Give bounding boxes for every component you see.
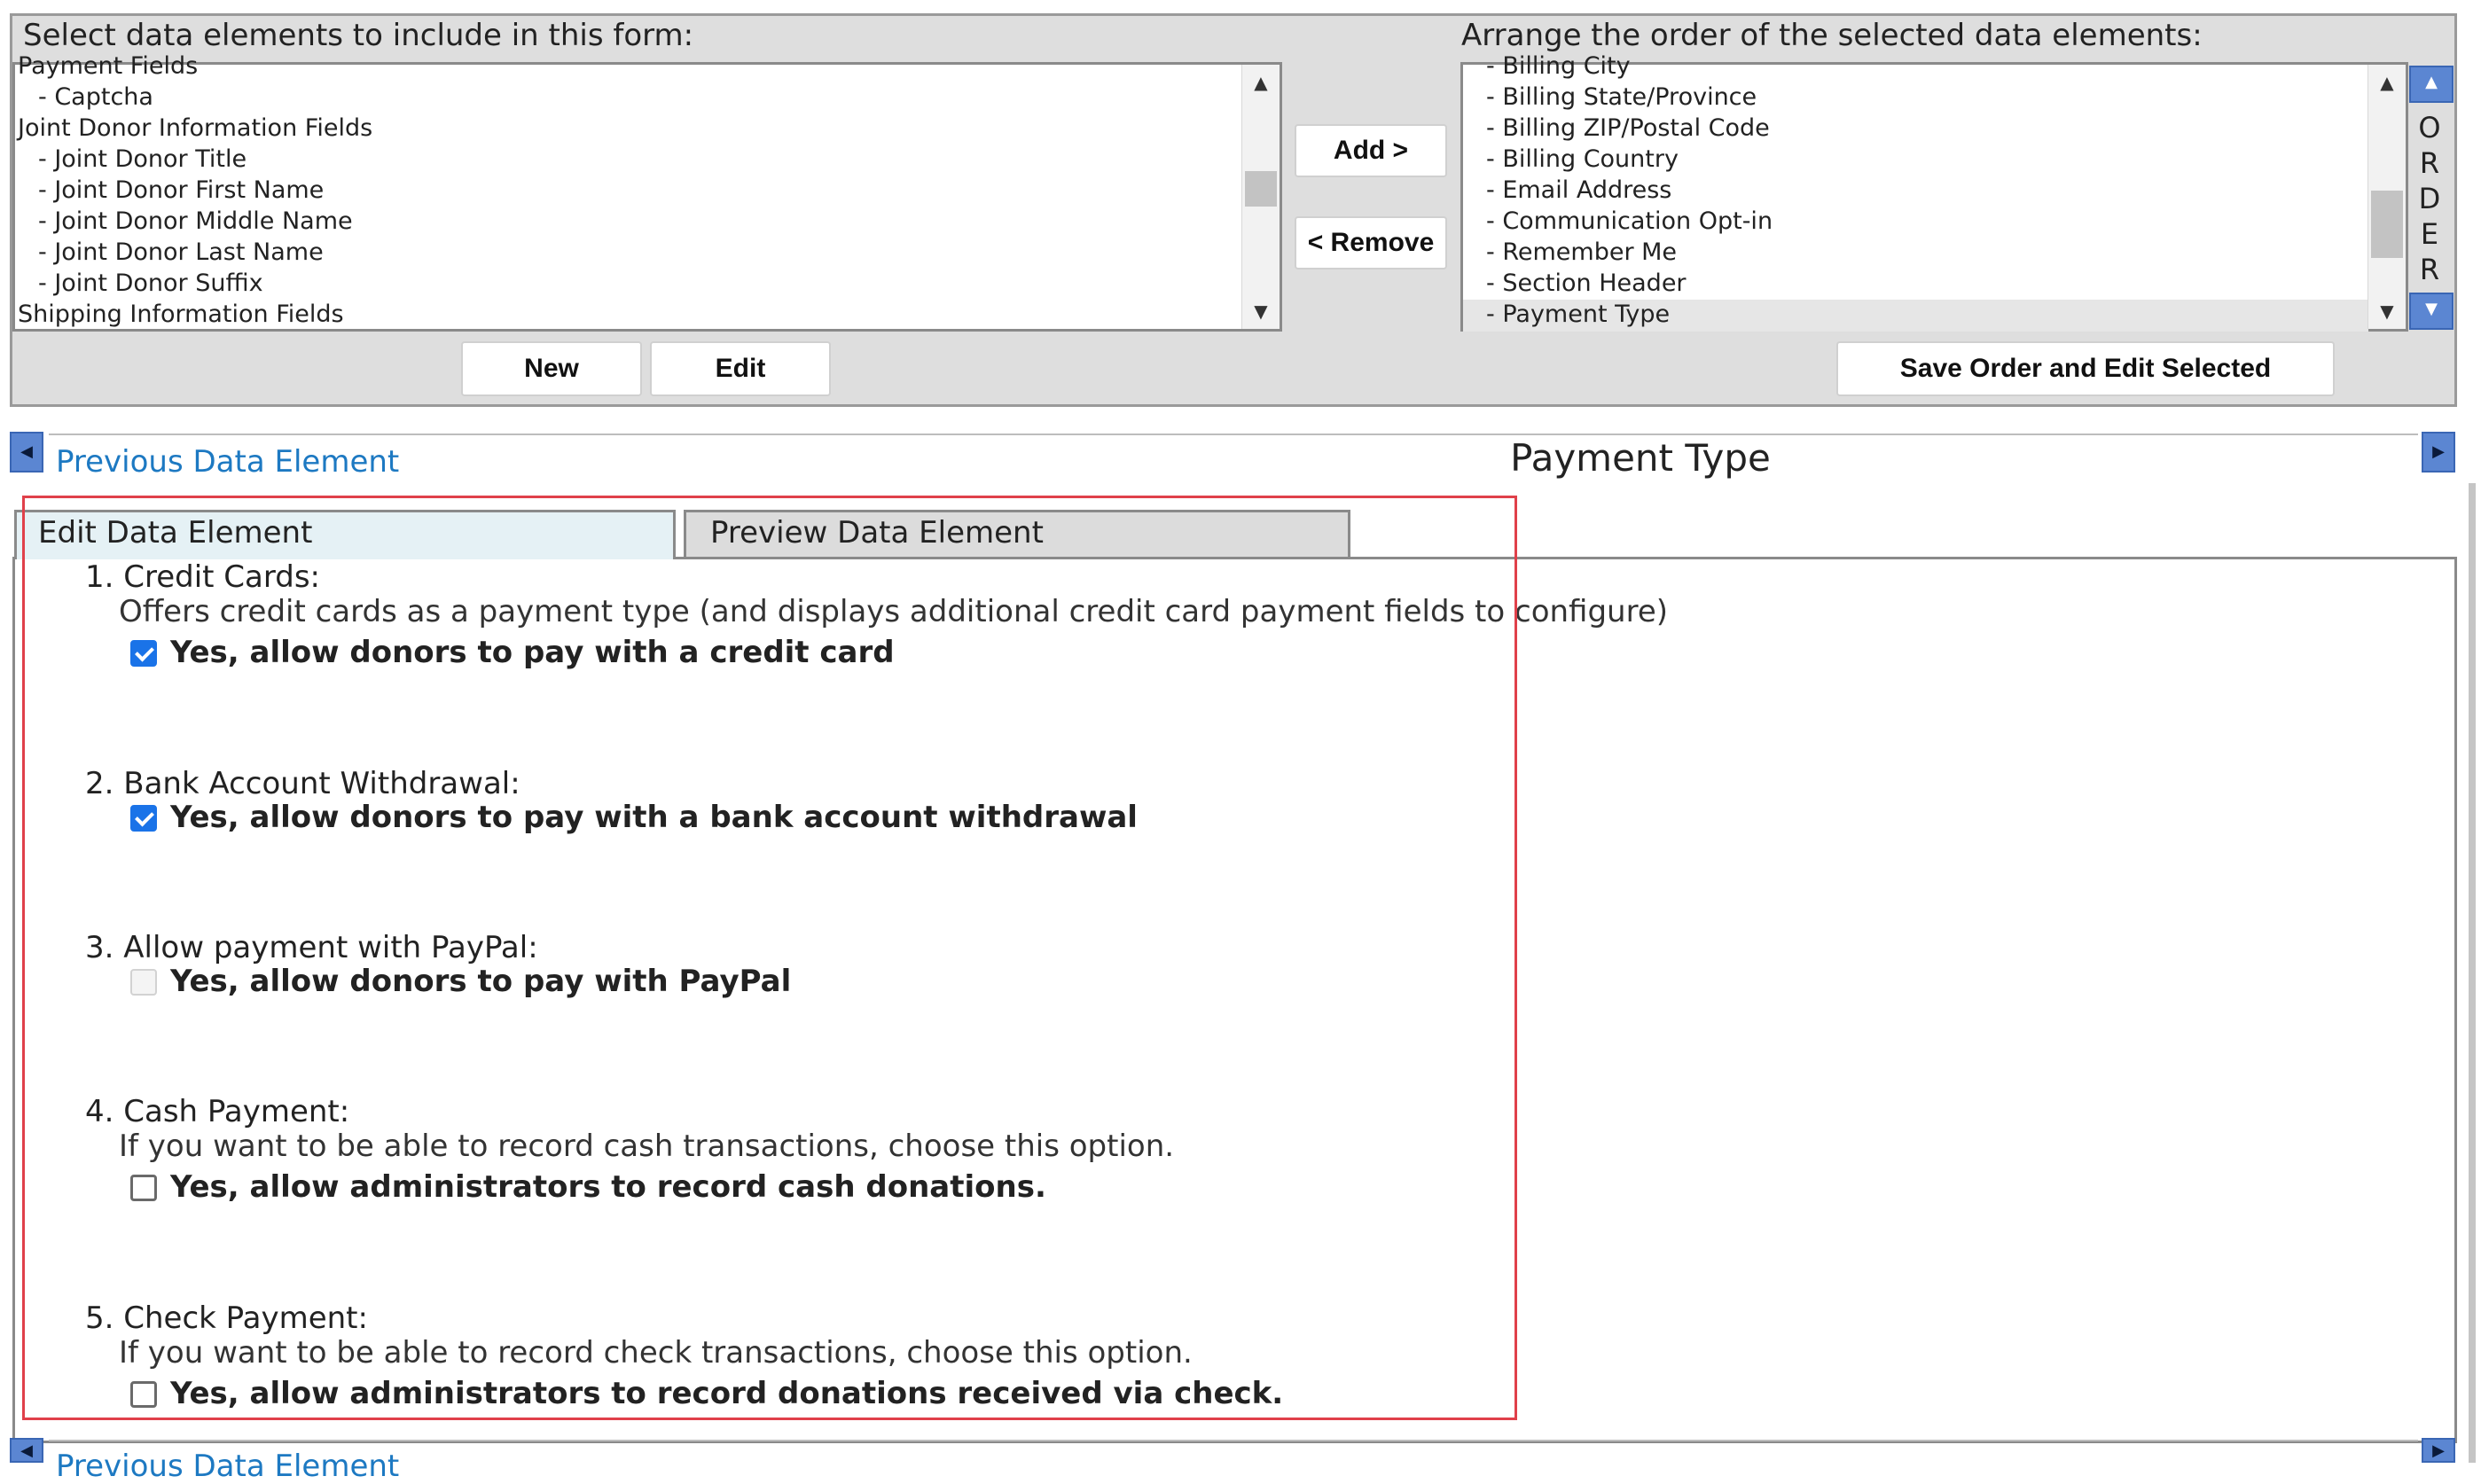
cash-payment-checkbox[interactable]: [130, 1175, 157, 1201]
order-letter: O: [2418, 111, 2441, 144]
new-button[interactable]: New: [461, 341, 642, 396]
list-item[interactable]: - Billing State/Province: [1486, 83, 1757, 111]
question-title: 1. Credit Cards:: [85, 559, 321, 595]
question-title: 3. Allow payment with PayPal:: [85, 930, 538, 965]
nav-divider: [49, 433, 2418, 435]
question-description: If you want to be able to record cash transactions, choose this option.: [119, 1129, 1175, 1164]
nav-divider: [49, 1440, 2418, 1441]
order-letter: R: [2419, 146, 2440, 180]
credit-card-option-label[interactable]: Yes, allow donors to pay with a credit card: [170, 635, 895, 670]
credit-card-checkbox[interactable]: [130, 640, 157, 667]
list-item[interactable]: Joint Donor Information Fields: [18, 114, 373, 142]
list-item[interactable]: - Joint Donor Last Name: [38, 238, 324, 266]
previous-element-arrow-icon[interactable]: ◀: [10, 432, 43, 473]
include-panel-title: Select data elements to include in this form:: [23, 18, 694, 53]
bank-withdrawal-checkbox[interactable]: [130, 805, 157, 832]
order-panel-title: Arrange the order of the selected data elements:: [1461, 18, 2203, 53]
page-scrollbar[interactable]: [2469, 483, 2476, 1463]
order-letter: R: [2419, 253, 2440, 286]
question-description: Offers credit cards as a payment type (and displays additional credit card payment fields to configure): [119, 594, 1668, 629]
previous-data-element-link[interactable]: Previous Data Element: [56, 444, 400, 480]
list-item[interactable]: - Joint Donor Middle Name: [38, 207, 353, 235]
question-description: If you want to be able to record check transactions, choose this option.: [119, 1335, 1193, 1371]
bank-withdrawal-option-label[interactable]: Yes, allow donors to pay with a bank account withdrawal: [170, 800, 1138, 835]
order-letter: E: [2420, 217, 2439, 251]
paypal-option-label: Yes, allow donors to pay with PayPal: [170, 964, 792, 999]
list-item[interactable]: Payment Fields: [18, 52, 199, 80]
scroll-up-arrow-icon[interactable]: ▲: [1254, 72, 1268, 93]
list-item-selected[interactable]: - Payment Type: [1463, 300, 2368, 332]
scroll-thumb[interactable]: [2371, 191, 2403, 258]
order-list-scrollbar[interactable]: [2368, 65, 2406, 329]
previous-element-arrow-icon[interactable]: ◀: [10, 1438, 43, 1463]
scroll-down-arrow-icon[interactable]: ▼: [2380, 301, 2394, 322]
scroll-up-arrow-icon[interactable]: ▲: [2380, 72, 2394, 93]
list-item[interactable]: - Communication Opt-in: [1486, 207, 1773, 235]
edit-content-frame: [12, 557, 2457, 1443]
move-up-arrow-icon[interactable]: ▲: [2409, 66, 2454, 103]
order-elements-listbox[interactable]: [1460, 52, 2408, 332]
next-element-arrow-icon[interactable]: ▶: [2422, 432, 2455, 473]
list-item[interactable]: Shipping Information Fields: [18, 301, 344, 328]
list-item[interactable]: - Section Header: [1486, 269, 1687, 297]
list-item[interactable]: - Email Address: [1486, 176, 1672, 204]
add-button[interactable]: Add >: [1295, 124, 1447, 177]
order-control-strip: [2409, 66, 2452, 332]
move-down-arrow-icon[interactable]: ▼: [2409, 293, 2454, 330]
list-item[interactable]: - Billing Country: [1486, 145, 1679, 173]
element-title: Payment Type: [1510, 436, 1771, 480]
include-elements-listbox[interactable]: [12, 52, 1282, 332]
save-order-button[interactable]: Save Order and Edit Selected: [1836, 341, 2335, 396]
list-item[interactable]: - Billing ZIP/Postal Code: [1486, 114, 1770, 142]
edit-button[interactable]: Edit: [650, 341, 831, 396]
check-payment-option-label[interactable]: Yes, allow administrators to record donations received via check.: [170, 1376, 1284, 1411]
list-item[interactable]: - Remember Me: [1486, 238, 1678, 266]
list-item[interactable]: - Joint Donor First Name: [38, 176, 325, 204]
question-title: 4. Cash Payment:: [85, 1094, 350, 1129]
bottom-previous-data-element-link[interactable]: Previous Data Element: [56, 1449, 400, 1484]
check-payment-checkbox[interactable]: [130, 1381, 157, 1408]
scroll-down-arrow-icon[interactable]: ▼: [1254, 301, 1268, 322]
tab-preview-data-element[interactable]: Preview Data Element: [684, 510, 1350, 557]
question-title: 2. Bank Account Withdrawal:: [85, 766, 520, 801]
next-element-arrow-icon[interactable]: ▶: [2422, 1438, 2455, 1463]
include-list-scrollbar[interactable]: [1241, 65, 1280, 329]
list-item[interactable]: - Joint Donor Suffix: [38, 269, 263, 297]
remove-button[interactable]: < Remove: [1295, 216, 1447, 269]
order-letter: D: [2418, 182, 2441, 215]
tab-edit-data-element[interactable]: Edit Data Element: [14, 510, 676, 559]
paypal-checkbox: [130, 969, 157, 996]
cash-payment-option-label[interactable]: Yes, allow administrators to record cash donations.: [170, 1169, 1046, 1205]
list-item[interactable]: - Joint Donor Title: [38, 145, 247, 173]
list-item[interactable]: - Billing City: [1486, 52, 1631, 80]
question-title: 5. Check Payment:: [85, 1300, 368, 1336]
scroll-thumb[interactable]: [1245, 171, 1277, 207]
list-item[interactable]: - Captcha: [38, 83, 153, 111]
